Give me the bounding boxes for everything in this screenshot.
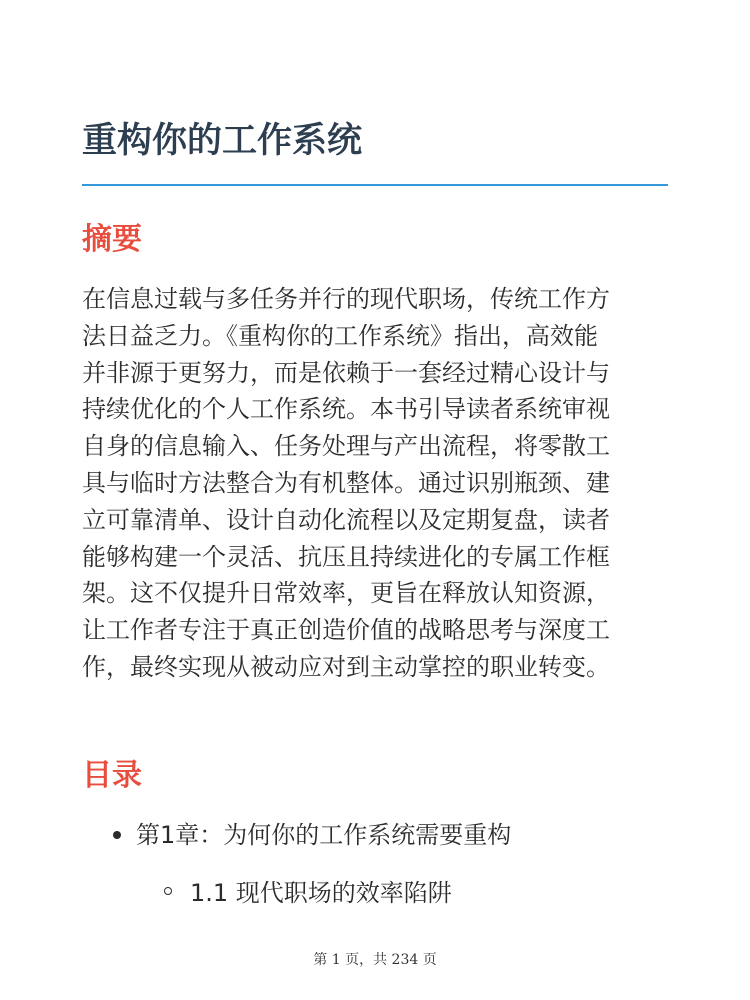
abstract-line: 自身的信息输入、任务处理与产出流程，将零散工 — [82, 432, 610, 461]
abstract-line: 并非源于更努力，而是依赖于一套经过精心设计与 — [82, 358, 610, 387]
toc-item-chapter-1[interactable]: 第1章：为何你的工作系统需要重构 — [136, 821, 512, 849]
toc-item-section-1-1[interactable]: 1.1 现代职场的效率陷阱 — [190, 879, 452, 907]
toc-heading: 目录 — [82, 758, 142, 793]
abstract-line: 在信息过载与多任务并行的现代职场，传统工作方 — [82, 285, 610, 313]
abstract-line: 法日益乏力。《重构你的工作系统》指出，高效能 — [82, 321, 598, 350]
abstract-line: 立可靠清单、设计自动化流程以及定期复盘，读者 — [82, 505, 610, 534]
page-number-footer: 第 1 页，共 234 页 — [313, 952, 437, 968]
title-divider — [82, 184, 668, 186]
document-title: 重构你的工作系统 — [82, 121, 363, 161]
abstract-line: 作，最终实现从被动应对到主动掌控的职业转变。 — [82, 652, 610, 681]
bullet-circle-icon — [164, 887, 172, 895]
abstract-line: 能够构建一个灵活、抗压且持续进化的专属工作框 — [82, 542, 610, 571]
abstract-line: 让工作者专注于真正创造价值的战略思考与深度工 — [82, 616, 610, 645]
abstract-line: 具与临时方法整合为有机整体。通过识别瓶颈、建 — [82, 468, 610, 497]
abstract-paragraph — [82, 281, 672, 686]
abstract-line: 持续优化的个人工作系统。本书引导读者系统审视 — [82, 395, 610, 424]
abstract-line: 架。这不仅提升日常效率，更旨在释放认知资源， — [82, 579, 610, 608]
bullet-disc-icon — [113, 831, 121, 839]
abstract-heading: 摘要 — [82, 222, 142, 257]
